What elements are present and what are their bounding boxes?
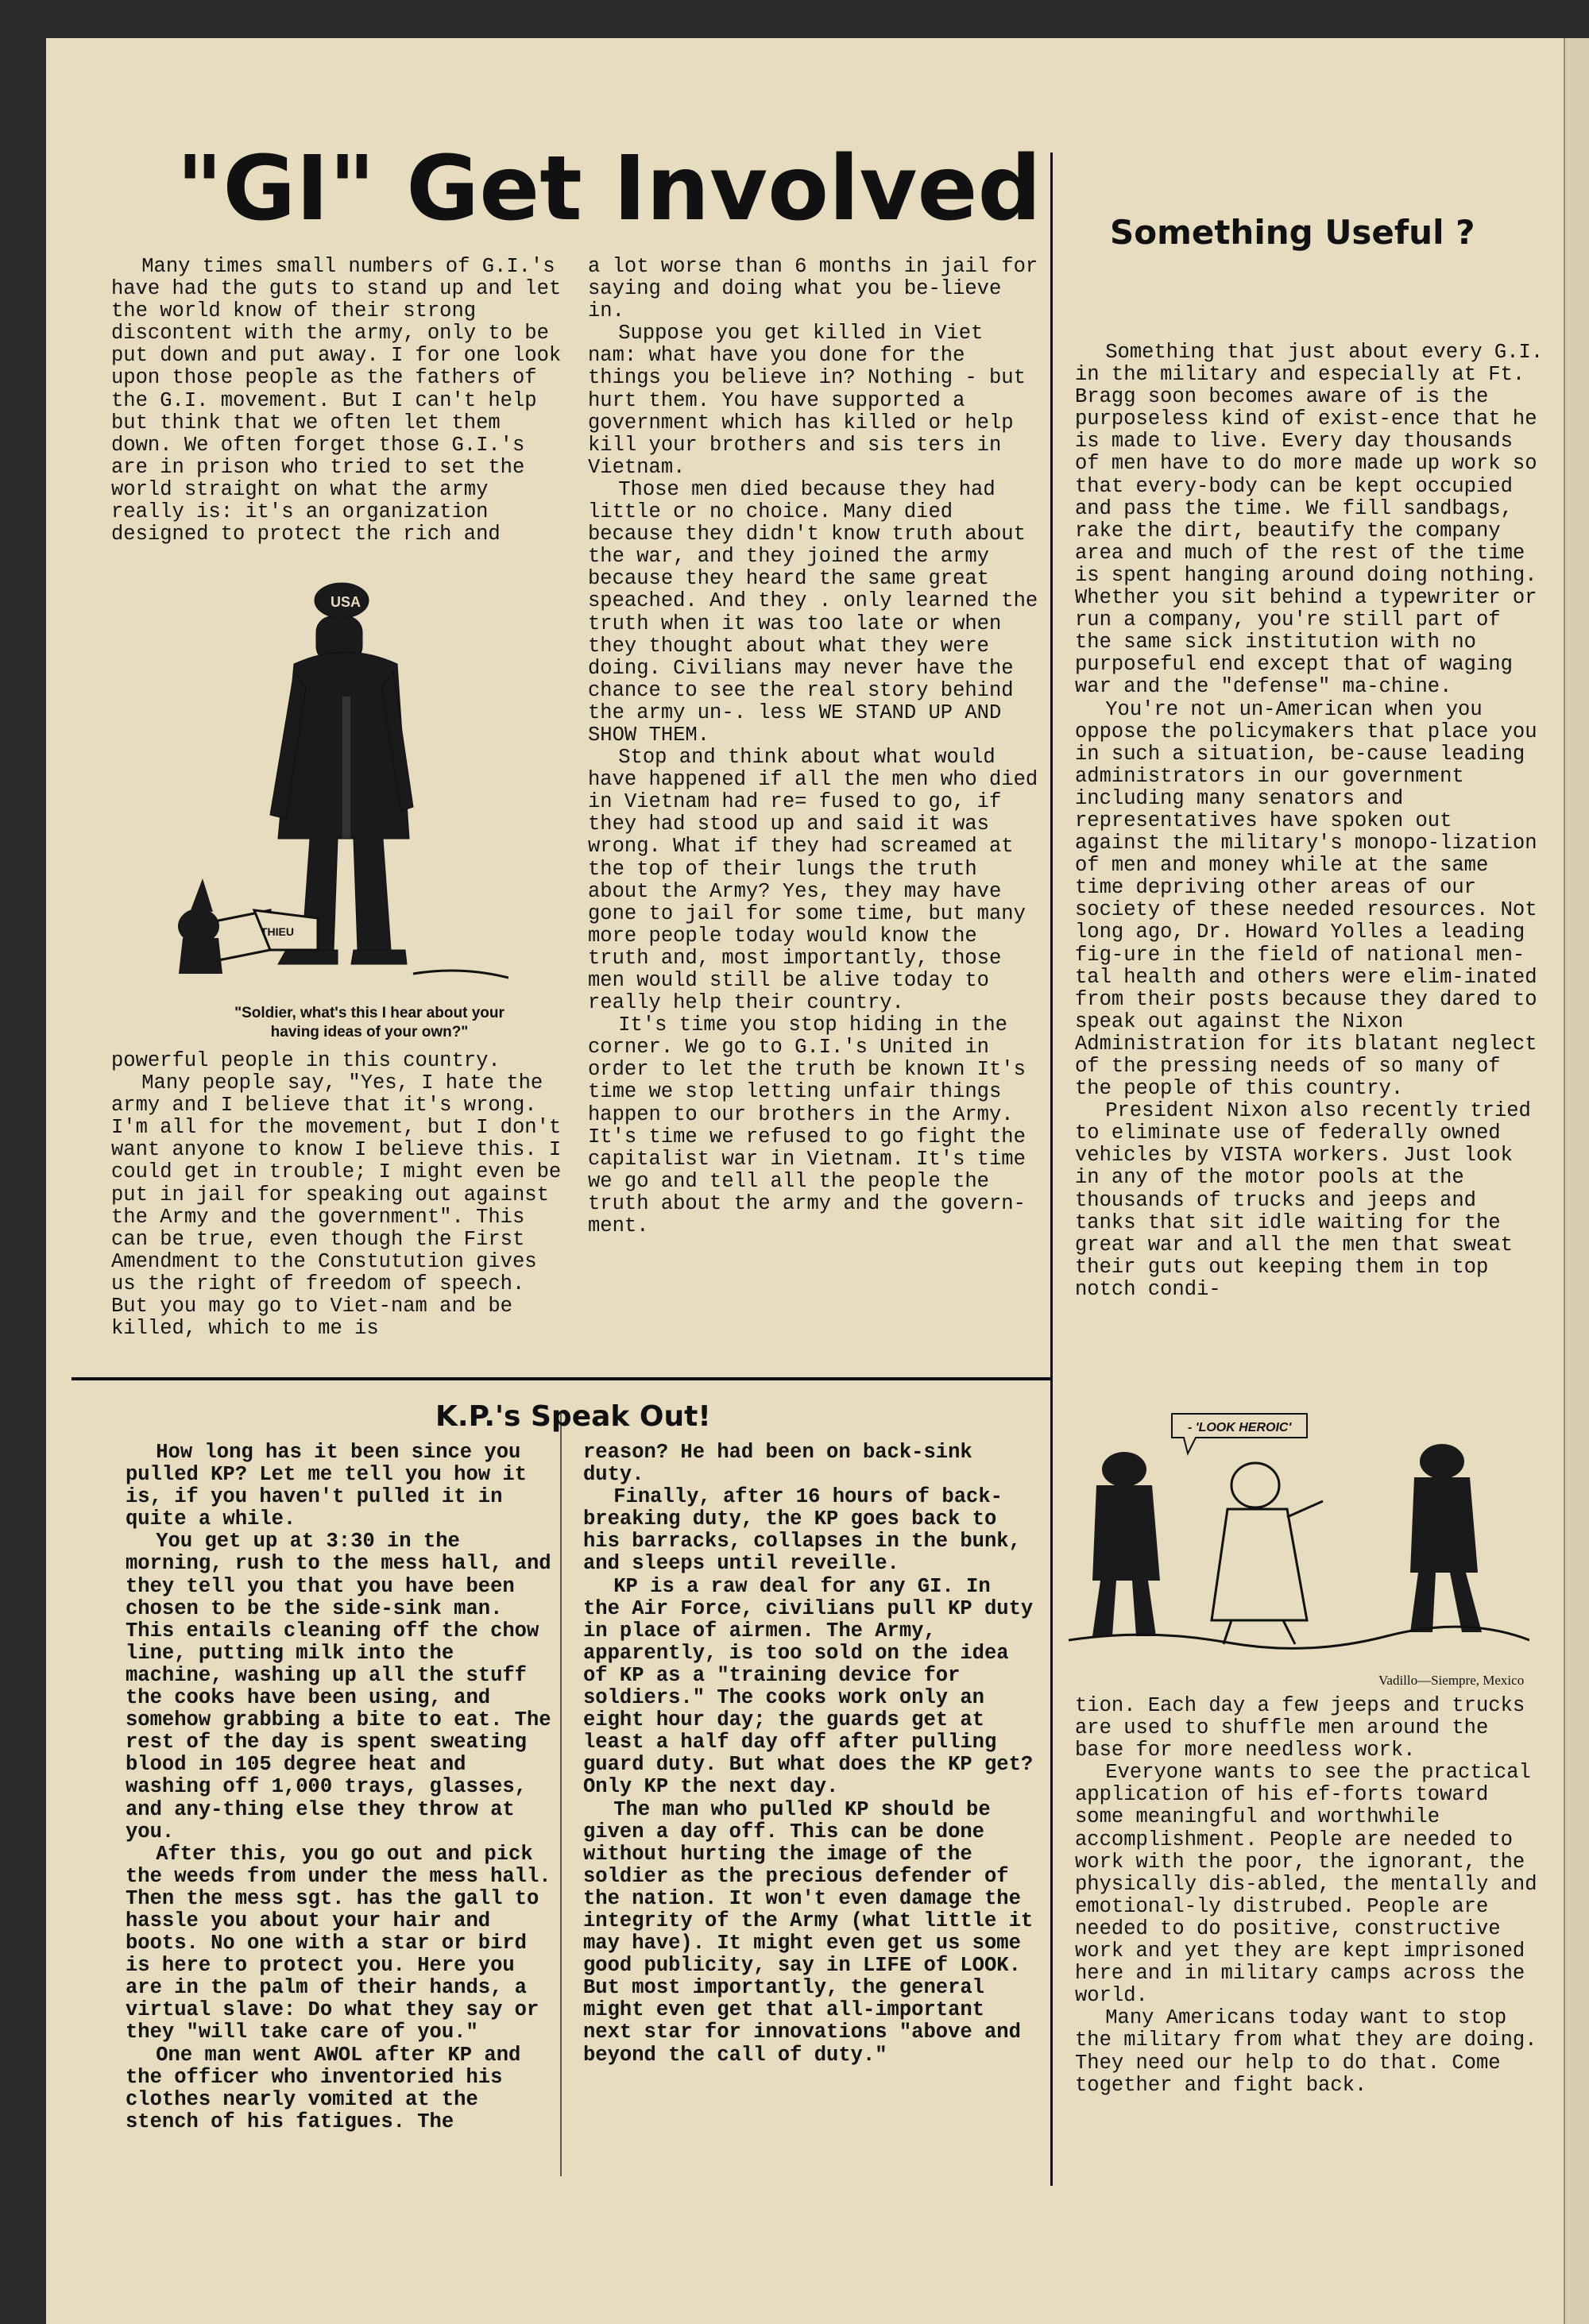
vertical-rule-main: [1050, 152, 1053, 2186]
paragraph: You get up at 3:30 in the morning, rush to the mess hall, and they tell you that you have been chosen to be the side-sink man. This entails cleaning off the chow line, putting milk into the machine, washing up all the stuff the cooks have been using, and somehow grabbing a bite to eat. The rest of the day is spent sweating blood in 105 degree heat and washing off 1,000 trays, glasses, and any-thing else they throw at you.: [126, 1530, 551, 1843]
horizontal-rule-kp: [72, 1377, 1052, 1380]
paragraph: The man who pulled KP should be given a day off. This can be done without hurting the image of the soldier as the precious defender of the nation. It won't even damage the integrity of the Army (what little it may have). It might even get us some good publicity, say in LIFE of LOOK. But most importantly, the general might even get that all-important next star for innovations "above and beyond the call of duty.": [583, 1797, 1034, 2067]
paragraph: tion. Each day a few jeeps and trucks are used to shuffle men around the base for more needless work.: [1075, 1694, 1525, 1762]
article-column-1-bottom: [111, 1050, 566, 1340]
next-page-edge: [1564, 38, 1589, 2324]
article-column-2: [588, 256, 1039, 1237]
kp-column-2: [583, 1442, 1034, 2067]
paragraph: After this, you go out and pick the weeds from under the mess hall. Then the mess sgt. has the gall to hassle you about your hair and boots. No one with a star or bird is here to protect you. Here you are in the palm of their hands, a virtual slave: Do what they say or they "will take care of you.": [126, 1842, 551, 2044]
box-label: THIEU: [261, 925, 294, 938]
paragraph: President Nixon also recently tried to eliminate use of federally owned vehicles by VISTA workers. Just look in any of the motor pools at the thousands of trucks and jeeps and tanks that sit idle waiting for the great war and all the men that sweat their guts out keeping them in top notch condi-: [1075, 1099, 1531, 1301]
paragraph: Many Americans today want to stop the military from what they are doing. They need our help to do that. Come together and fight back.: [1075, 2006, 1537, 2097]
helmet-label: USA: [331, 594, 361, 610]
kp-column-1: [126, 1442, 555, 2133]
paragraph: Many people say, "Yes, I hate the army and I believe that it's wrong. I'm all for the movement, but I don't want anyone to know I believe this. I could get in trouble; I might even be put in jail for speaking out against the Army and the government". This can be true, even though the First Amendment to the Constutution gives us the right of freedom of speech. But you may go to Viet-nam and be killed, which to me is: [111, 1071, 562, 1341]
soldier-cartoon: [175, 577, 508, 990]
paragraph: It's time you stop hiding in the corner. We go to G.I.'s United in order to let the truth be known It's time we stop letting unfair things happen to our brothers in the Army. It's time we refused to go fight the capitalist war in Vietnam. It's time we go and tell all the people the truth about the army and the govern-ment.: [588, 1013, 1026, 1238]
vertical-rule-kp: [560, 1414, 562, 2176]
paragraph: KP is a raw deal for any GI. In the Air Force, civilians pull KP duty in place of airmen. The Army, apparently, is too sold on the idea of KP as a "training device for soldiers." The cooks work only an eight hour day; the guards get at least a half day off after pulling guard duty. But what does the KP get? Only KP the next day.: [583, 1574, 1034, 1799]
article-2-column-bottom: [1075, 1695, 1548, 2097]
paragraph: Suppose you get killed in Viet nam: what have you done for the things you believe in? Nothing - but hurt them. You have supported a government which has killed or help kill your brothers and sis ters in Vietnam.: [588, 322, 1026, 479]
look-heroic-cartoon: [1069, 1398, 1529, 1652]
paragraph: Finally, after 16 hours of back-breaking duty, the KP goes back to his barracks, collapses in the bunk, and sleeps until reveille.: [583, 1485, 1021, 1576]
paragraph: You're not un-American when you oppose the policymakers that place you in such a situation, be-cause leading administrators in our government including many senators and representatives have spoken out against the military's monopo-lization of men and money while at the same time depriving other areas of our society of these needed resources. Not long ago, Dr. Howard Yolles a leading fig-ure in the field of national men-tal health and others were elim-inated from their posts because they dared to speak out against the Nixon Administration for its blatant neglect of the pressing needs of so many of the people of this country.: [1075, 697, 1537, 1101]
article-2-column-top: [1075, 342, 1548, 1301]
article-title-something-useful: Something Useful ?: [1110, 213, 1475, 252]
cartoon-credit: Vadillo—Siempre, Mexico: [1378, 1673, 1525, 1688]
paragraph: Those men died because they had little or no choice. Many died because they didn't know truth about the war, and they joined the army because they heard the same great speached. And they . only learned the truth when it was too late or when they thought about what they were doing. Civilians may never have the chance to see the real story behind the army un-. less WE STAND UP AND SHOW THEM.: [588, 477, 1038, 747]
paragraph: Something that just about every G.I. in the military and especially at Ft. Bragg soon becomes aware of is the purposeless kind of exist-ence that he is made to live. Every day thousands of men have to do more made up work so that every-body can be kept occupied and pass the time. We fill sandbags, rake the dirt, beautify the company area and much of the rest of the time is spent hanging around doing nothing. Whether you sit behind a typewriter or run a company, you're still part of the same sick institution with no purposeful end except that of waging war and the "defense" ma-chine.: [1075, 341, 1544, 699]
cartoon-caption-soldier: "Soldier, what's this I hear about your having ideas of your own?": [234, 1005, 505, 1040]
article-title-kp-speak-out: K.P.'s Speak Out!: [435, 1400, 711, 1433]
paragraph: a lot worse than 6 months in jail for saying and doing what you be-lieve in.: [588, 255, 1038, 323]
paragraph: Stop and think about what would have happened if all the men who died in Vietnam had re= fused to go, if they had stood up and said it was wrong. What if they had screamed at the top of their lungs the truth about the Army? Yes, they may have gone to jail for some time, but many more people today would know the truth and, most importantly, those men would still be alive today to really help their country.: [588, 746, 1038, 1015]
paragraph: Many times small numbers of G.I.'s have had the guts to stand up and let the world know of their strong discontent with the army, only to be put down and put away. I for one look upon those people as the fathers of the G.I. movement. But I can't help but think that we often let them down. We often forget those G.I.'s are in prison who tried to set the world straight on what the army really is: it's an organization designed to protect the rich and: [111, 255, 562, 546]
paragraph: powerful people in this country.: [111, 1049, 501, 1072]
article-title-get-involved: "GI" Get Involved: [176, 137, 1042, 241]
speech-bubble-text: - 'LOOK HEROIC': [1188, 1421, 1292, 1434]
paragraph: Everyone wants to see the practical application of his ef-forts toward some meaningful and worthwhile accomplishment. People are needed to work with the poor, the ignorant, the physically dis-abled, the mentally and emotional-ly distrubed. People are needed to do positive, constructive work and yet they are kept imprisoned here and in military camps across the world.: [1075, 1761, 1537, 2008]
paragraph: How long has it been since you pulled KP? Let me tell you how it is, if you haven't pulled it in quite a while.: [126, 1441, 527, 1531]
article-column-1-top: [111, 256, 566, 546]
paragraph: One man went AWOL after KP and the officer who inventoried his clothes nearly vomited at the stench of his fatigues. The: [126, 2043, 521, 2133]
paragraph: reason? He had been on back-sink duty.: [583, 1441, 972, 1487]
